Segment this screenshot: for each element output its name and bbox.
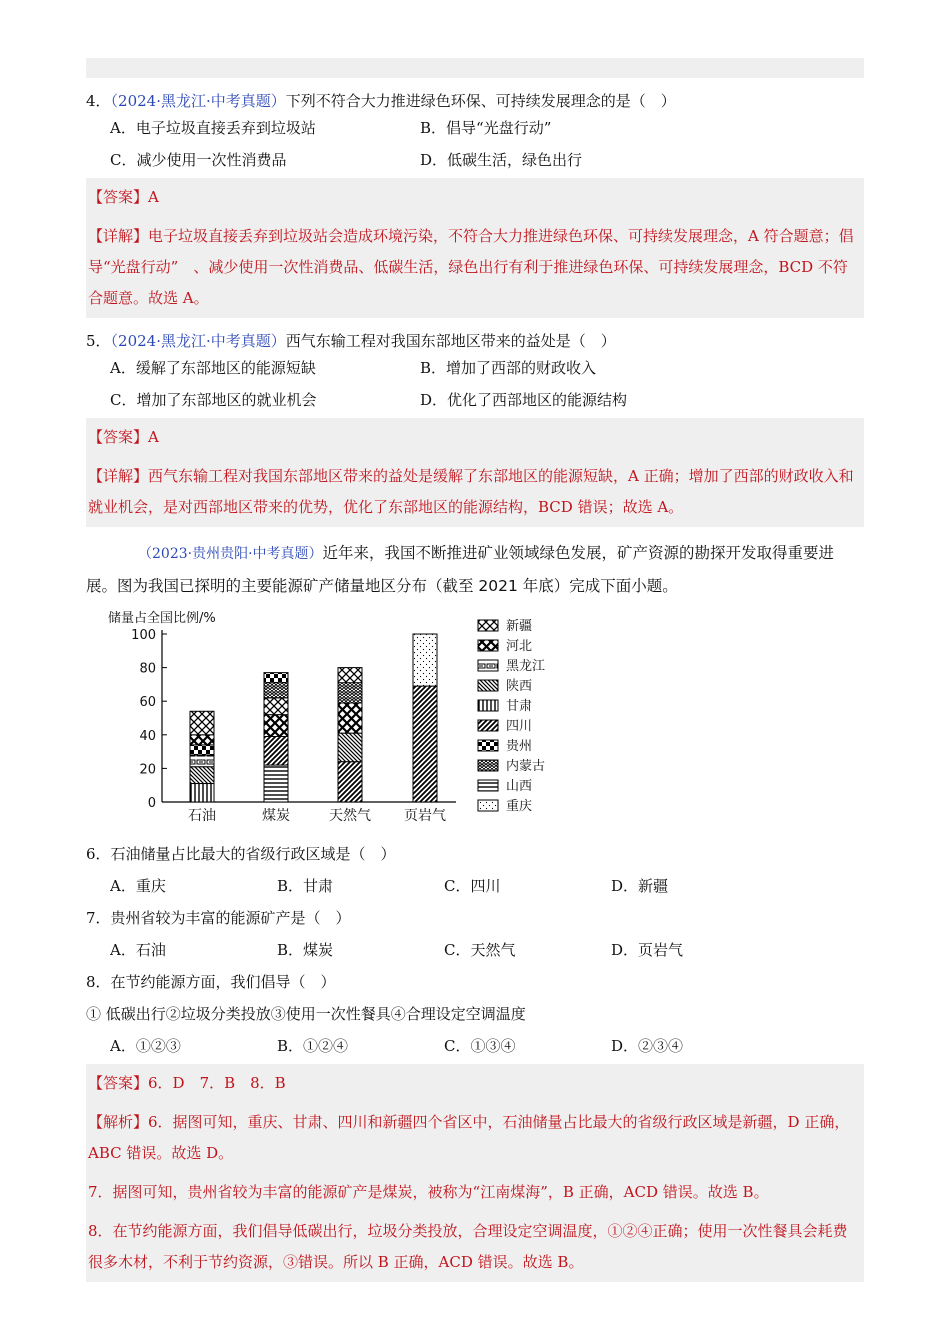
question-7-options xyxy=(110,934,864,966)
bar-segment-河北 xyxy=(190,735,214,745)
bar-segment-新疆 xyxy=(338,668,362,683)
option-c: C．增加了东部地区的就业机会 xyxy=(110,391,317,409)
option-b: B．增加了西部的财政收入 xyxy=(420,359,597,377)
option-d: D．页岩气 xyxy=(611,941,684,959)
legend-label: 四川 xyxy=(506,719,533,734)
option-d: D．优化了西部地区的能源结构 xyxy=(420,391,628,409)
question-7-stem: 7．贵州省较为丰富的能源矿产是（ ） xyxy=(86,909,351,927)
group-answer: 【答案】6．D 7．B 8．B xyxy=(86,1064,864,1103)
option-a: A．①②③ xyxy=(110,1037,181,1055)
x-tick-label: 石油 xyxy=(188,808,216,824)
question-number: 4． xyxy=(86,92,111,110)
y-axis-label: 储量占全国比例/% xyxy=(108,611,216,626)
option-b: B．倡导“光盘行动” xyxy=(420,119,552,137)
legend-label: 黑龙江 xyxy=(506,659,546,674)
legend-label: 河北 xyxy=(506,639,533,654)
option-a: A．缓解了东部地区的能源短缺 xyxy=(110,359,316,377)
x-tick-label: 页岩气 xyxy=(404,808,446,824)
question-number: 5． xyxy=(86,332,111,350)
question-4-options xyxy=(110,112,864,176)
bar-segment-甘肃 xyxy=(190,784,214,802)
bar-segment-陕西 xyxy=(338,733,362,762)
question-source: （2024·黑龙江·中考真题） xyxy=(110,332,286,350)
y-tick-label: 100 xyxy=(131,628,156,643)
option-d: D．②③④ xyxy=(611,1037,684,1055)
question-5 xyxy=(86,330,864,352)
energy-reserve-chart xyxy=(86,606,864,836)
option-c: C．减少使用一次性消费品 xyxy=(110,151,287,169)
legend-label: 内蒙古 xyxy=(506,759,546,774)
bar-segment-四川 xyxy=(338,762,362,802)
option-c: C．四川 xyxy=(444,877,501,895)
legend-label: 重庆 xyxy=(506,799,533,814)
option-a: A．石油 xyxy=(110,941,166,959)
bar-segment-贵州 xyxy=(190,745,214,755)
legend-swatch xyxy=(478,660,498,671)
legend-swatch xyxy=(478,640,498,651)
question-8-options xyxy=(110,1030,864,1062)
legend-swatch xyxy=(478,800,498,811)
bar-segment-四川 xyxy=(264,736,288,765)
legend-swatch xyxy=(478,680,498,691)
question-4-answer: 【答案】A xyxy=(86,178,864,217)
bar-segment-四川 xyxy=(413,686,437,802)
bar-segment-新疆 xyxy=(190,711,214,735)
analysis-6: 【解析】6．据图可知，重庆、甘肃、四川和新疆四个省区中，石油储量占比最大的省级行政区域是新疆，D 正确，ABC 错误。故选 D。 xyxy=(86,1103,864,1173)
bar-segment-重庆 xyxy=(413,634,437,686)
option-a: A．重庆 xyxy=(110,877,166,895)
document-page xyxy=(86,58,864,1282)
previous-answer-shade xyxy=(86,58,864,78)
question-source: （2024·黑龙江·中考真题） xyxy=(110,92,286,110)
option-d: D．低碳生活，绿色出行 xyxy=(420,151,583,169)
bar-segment-贵州 xyxy=(264,673,288,683)
y-tick-label: 20 xyxy=(139,762,156,778)
bar-segment-黑龙江 xyxy=(190,755,214,767)
chart-svg xyxy=(86,606,566,836)
x-tick-label: 天然气 xyxy=(329,808,371,824)
analysis-8: 8．在节约能源方面，我们倡导低碳出行，垃圾分类投放，合理设定空调温度，①②④正确；使用一次性餐具会耗费很多木材，不利于节约资源，③错误。所以 B 正确，ACD 错误。故选 B。 xyxy=(86,1212,864,1282)
legend-swatch xyxy=(478,720,498,731)
question-stem: 下列不符合大力推进绿色环保、可持续发展理念的是（ ） xyxy=(285,92,676,110)
bar-segment-山西 xyxy=(264,765,288,802)
option-c: C．①③④ xyxy=(444,1037,516,1055)
chart-bars xyxy=(188,634,446,824)
question-4 xyxy=(86,90,864,112)
question-6-stem: 6．石油储量占比最大的省级行政区域是（ ） xyxy=(86,845,396,863)
legend-swatch xyxy=(478,700,498,711)
bar-segment-内蒙古 xyxy=(338,683,362,703)
bar-segment-河北 xyxy=(338,703,362,733)
bar-segment-陕西 xyxy=(190,767,214,784)
option-d: D．新疆 xyxy=(611,877,669,895)
option-b: B．煤炭 xyxy=(277,941,334,959)
chart-axes xyxy=(131,628,456,811)
legend-swatch xyxy=(478,740,498,751)
y-tick-label: 40 xyxy=(139,728,156,744)
legend-label: 山西 xyxy=(506,779,533,794)
question-8-stem: 8．在节约能源方面，我们倡导（ ） xyxy=(86,973,336,991)
question-6-options xyxy=(110,870,864,902)
analysis-7: 7．据图可知，贵州省较为丰富的能源矿产是煤炭，被称为“江南煤海”，B 正确，ACD 错误。故选 B。 xyxy=(86,1173,864,1212)
option-a: A．电子垃圾直接丢弃到垃圾站 xyxy=(110,119,316,137)
question-stem: 西气东输工程对我国东部地区带来的益处是（ ） xyxy=(285,332,616,350)
y-tick-label: 0 xyxy=(147,796,156,811)
bar-segment-内蒙古 xyxy=(264,683,288,698)
group-text: 近年来，我国不断推进矿业领域绿色发展，矿产资源的勘探开发取得重要进展。图为我国已探明的主要能源矿产储量地区分布（截至 2021 年底）完成下面小题。 xyxy=(86,544,835,595)
legend-label: 新疆 xyxy=(506,619,533,634)
option-c: C．天然气 xyxy=(444,941,516,959)
question-8-items: ① 低碳出行②垃圾分类投放③使用一次性餐具④合理设定空调温度 xyxy=(86,1005,526,1023)
option-b: B．甘肃 xyxy=(277,877,334,895)
bar-segment-河北 xyxy=(264,715,288,737)
legend-label: 贵州 xyxy=(506,739,533,754)
legend-swatch xyxy=(478,760,498,771)
legend-label: 陕西 xyxy=(506,679,533,694)
legend-swatch xyxy=(478,620,498,631)
option-b: B．①②④ xyxy=(277,1037,349,1055)
group-source: （2023·贵州贵阳·中考真题） xyxy=(138,546,323,562)
group-intro xyxy=(86,537,864,602)
question-5-detail: 【详解】西气东输工程对我国东部地区带来的益处是缓解了东部地区的能源短缺，A 正确；增加了西部的财政收入和就业机会，是对西部地区带来的优势，优化了东部地区的能源结构，BCD 错误；故选 A。 xyxy=(86,457,864,527)
x-tick-label: 煤炭 xyxy=(262,808,290,824)
chart-legend xyxy=(478,619,545,814)
y-tick-label: 80 xyxy=(139,661,156,677)
question-5-answer: 【答案】A xyxy=(86,418,864,457)
y-tick-label: 60 xyxy=(139,695,156,711)
legend-label: 甘肃 xyxy=(506,699,533,714)
legend-swatch xyxy=(478,780,498,791)
bar-segment-新疆 xyxy=(264,698,288,715)
question-4-detail: 【详解】电子垃圾直接丢弃到垃圾站会造成环境污染，不符合大力推进绿色环保、可持续发展理念，A 符合题意；倡导“光盘行动” 、减少使用一次性消费品、低碳生活，绿色出行有利于推进绿色环保、可持续发展理念，BCD 不符合题意。故选 A。 xyxy=(86,217,864,318)
question-5-options xyxy=(110,352,864,416)
